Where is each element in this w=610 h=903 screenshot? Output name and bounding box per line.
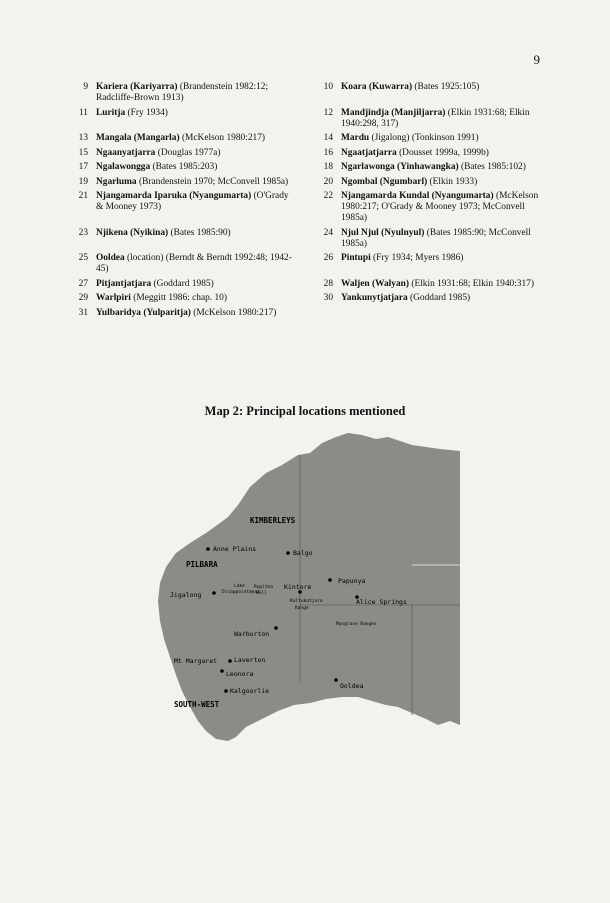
place-dot bbox=[334, 678, 338, 682]
language-group-list bbox=[66, 82, 556, 322]
entry-reference: (McKelson 1980:217; O'Grady & Mooney 1973; McConvell 1985a) bbox=[341, 191, 539, 223]
entry-name: Yankunytjatjara bbox=[341, 293, 408, 303]
entry-reference: (O'Grady & Mooney 1973) bbox=[96, 191, 289, 212]
entry-name: Pintupi bbox=[341, 253, 371, 263]
entry-reference: (Jigalong) (Tonkinson 1991) bbox=[369, 133, 479, 143]
entry-number: 29 bbox=[78, 293, 88, 303]
entry-left bbox=[66, 108, 311, 130]
entry-left bbox=[66, 162, 311, 173]
entry-row bbox=[66, 177, 556, 188]
entry-text bbox=[96, 133, 311, 144]
entry-text bbox=[341, 162, 556, 173]
map-figure bbox=[150, 425, 460, 745]
entry-reference: (Goddard 1985) bbox=[151, 278, 214, 289]
entry-text bbox=[96, 228, 311, 250]
entry-reference: (Brandenstein 1970; McConvell 1985a) bbox=[136, 176, 289, 187]
entry-reference: (Goddard 1985) bbox=[407, 293, 471, 303]
entry-name: Koara (Kuwarra) bbox=[341, 82, 413, 92]
entry-right bbox=[311, 279, 556, 290]
entry-text bbox=[341, 108, 556, 130]
entry-right bbox=[311, 177, 556, 188]
entry-number: 25 bbox=[78, 253, 88, 263]
entry-row bbox=[66, 228, 556, 250]
entry-left bbox=[66, 177, 311, 188]
entry-row bbox=[66, 279, 556, 290]
entry-text bbox=[96, 293, 311, 304]
entry-row bbox=[66, 308, 556, 319]
map-title: Map 2: Principal locations mentioned bbox=[204, 404, 406, 418]
entry-name: Luritja bbox=[96, 107, 126, 118]
entry-reference: (Elkin 1933) bbox=[427, 176, 478, 187]
entry-left bbox=[66, 148, 311, 159]
entry-right bbox=[311, 162, 556, 173]
entry-right bbox=[311, 133, 556, 144]
entry-text bbox=[341, 177, 556, 188]
entry-name: Mardu bbox=[341, 133, 370, 143]
entry-number: 19 bbox=[78, 176, 88, 187]
entry-reference: (Elkin 1931:68; Elkin 1940:317) bbox=[408, 278, 534, 289]
place-dot bbox=[220, 669, 224, 673]
entry-right bbox=[311, 308, 556, 319]
place-dot bbox=[286, 551, 290, 555]
entry-text bbox=[96, 162, 311, 173]
entry-name: Yulbaridya (Yulparitja) bbox=[96, 307, 191, 318]
entry-right bbox=[311, 82, 556, 104]
entry-number: 30 bbox=[323, 293, 333, 303]
entry-name: Ngarluma bbox=[96, 176, 137, 187]
entry-number: 26 bbox=[323, 253, 333, 263]
entry-left bbox=[66, 228, 311, 250]
place-kintore: Kintore bbox=[284, 583, 312, 591]
place-ooldea: Ooldea bbox=[340, 682, 364, 690]
entry-row bbox=[66, 148, 556, 159]
place-anne-plains: Anne Plains bbox=[213, 545, 257, 553]
australia-map bbox=[150, 425, 460, 745]
place-dot bbox=[224, 689, 228, 693]
entry-name: Waljen (Walyan) bbox=[341, 278, 409, 289]
place-alice-springs: Alice Springs bbox=[356, 598, 407, 606]
entry-reference: (Douglas 1977a) bbox=[155, 147, 221, 158]
entry-number: 22 bbox=[323, 191, 333, 201]
entry-name: Ooldea bbox=[96, 253, 125, 263]
entry-text bbox=[341, 228, 556, 250]
entry-number: 21 bbox=[78, 191, 88, 201]
entry-text bbox=[341, 293, 556, 304]
region-kimberleys: KIMBERLEYS bbox=[250, 516, 296, 525]
place-dot bbox=[328, 578, 332, 582]
entry-number: 12 bbox=[323, 107, 333, 118]
entry-reference: (McKelson 1980:217) bbox=[179, 133, 265, 143]
place-jigalong: Jigalong bbox=[170, 591, 202, 599]
entry-right bbox=[311, 293, 556, 304]
place-papunya: Papunya bbox=[338, 577, 366, 585]
place-laverton: Laverton bbox=[234, 656, 266, 664]
entry-text bbox=[96, 108, 311, 130]
entry-text bbox=[341, 133, 556, 144]
entry-left bbox=[66, 133, 311, 144]
place-kalgoorlie: Kalgoorlie bbox=[230, 687, 270, 695]
entry-text bbox=[96, 177, 311, 188]
entry-reference: (Bates 1985:102) bbox=[458, 162, 526, 172]
entry-name: Mandjindja (Manjiljarra) bbox=[341, 107, 446, 118]
entry-text bbox=[341, 191, 556, 224]
entry-row bbox=[66, 191, 556, 224]
place-dot bbox=[212, 591, 216, 595]
entry-name: Kariera (Kariyarra) bbox=[96, 82, 178, 92]
entry-number: 15 bbox=[78, 147, 88, 158]
place-dot bbox=[274, 626, 278, 630]
entry-name: Njangamarda Kundal (Nyangumarta) bbox=[341, 191, 494, 201]
entry-row bbox=[66, 108, 556, 130]
entry-reference: (Bates 1985:90; McConvell 1985a) bbox=[341, 227, 531, 249]
entry-number: 23 bbox=[78, 227, 88, 238]
place-mt-margaret: Mt Margaret bbox=[174, 657, 218, 665]
entry-reference: (Brandenstein 1982:12; Radcliffe-Brown 1913) bbox=[96, 82, 269, 103]
entry-name: Ngaatjatjarra bbox=[341, 147, 397, 158]
entry-number: 10 bbox=[323, 82, 333, 92]
entry-number: 20 bbox=[323, 176, 333, 187]
region-south-west: SOUTH-WEST bbox=[174, 700, 220, 709]
entry-left bbox=[66, 191, 311, 224]
entry-number: 9 bbox=[83, 82, 88, 92]
entry-number: 27 bbox=[78, 278, 88, 289]
entry-row bbox=[66, 82, 556, 104]
entry-text bbox=[341, 148, 556, 159]
entry-text bbox=[341, 279, 556, 290]
entry-name: Ngombal (Ngumbarl) bbox=[341, 176, 428, 187]
entry-reference: (Fry 1934; Myers 1986) bbox=[370, 253, 464, 263]
entry-row bbox=[66, 293, 556, 304]
entry-text bbox=[341, 253, 556, 275]
entry-name: Pitjantjatjara bbox=[96, 278, 152, 289]
entry-number: 13 bbox=[78, 133, 88, 143]
entry-reference: (McKelson 1980:217) bbox=[190, 307, 277, 318]
place-warburton: Warburton bbox=[234, 630, 270, 638]
entry-number: 16 bbox=[323, 147, 333, 158]
entry-number: 31 bbox=[78, 307, 88, 318]
entry-left bbox=[66, 293, 311, 304]
place-well: Well bbox=[256, 591, 267, 596]
entry-name: Njangamarda Iparuka (Nyangumarta) bbox=[96, 191, 252, 201]
entry-reference: (Elkin 1931:68; Elkin 1940:298, 317) bbox=[341, 107, 530, 129]
entry-reference: (Fry 1934) bbox=[125, 107, 168, 118]
place-dot bbox=[228, 659, 232, 663]
entry-name: Njikena (Nyikina) bbox=[96, 227, 169, 238]
entry-row bbox=[66, 133, 556, 144]
entry-name: Ngaanyatjarra bbox=[96, 147, 156, 158]
page-number: 9 bbox=[533, 52, 540, 67]
entry-left bbox=[66, 253, 311, 275]
entry-number: 14 bbox=[323, 133, 333, 143]
entry-name: Mangala (Mangarla) bbox=[96, 133, 180, 143]
entry-reference: (Bates 1985:90) bbox=[168, 227, 231, 238]
entry-name: Njul Njul (Nyulnyul) bbox=[341, 227, 425, 238]
entry-reference: (Meggitt 1986: chap. 10) bbox=[130, 293, 227, 303]
entry-row bbox=[66, 253, 556, 275]
entry-right bbox=[311, 148, 556, 159]
place-lake: Lake bbox=[234, 584, 245, 589]
entry-number: 24 bbox=[323, 227, 333, 238]
entry-text bbox=[96, 279, 311, 290]
place-dot bbox=[206, 547, 210, 551]
entry-text bbox=[96, 82, 311, 104]
place-musgrave-ranges: Musgrave Ranges bbox=[336, 622, 377, 627]
entry-number: 11 bbox=[78, 107, 88, 118]
entry-text bbox=[96, 253, 311, 275]
entry-name: Ngarlawonga (Yinhawangka) bbox=[341, 162, 459, 172]
place-balgo: Balgo bbox=[293, 549, 313, 557]
entry-reference: (Bates 1925:105) bbox=[412, 82, 480, 92]
entry-text bbox=[96, 148, 311, 159]
entry-right bbox=[311, 253, 556, 275]
entry-text bbox=[96, 191, 311, 224]
entry-left bbox=[66, 82, 311, 104]
entry-text bbox=[341, 82, 556, 104]
entry-text bbox=[96, 308, 311, 319]
entry-right bbox=[311, 191, 556, 224]
region-pilbara: PILBARA bbox=[186, 560, 218, 569]
entry-name: Ngalawongga bbox=[96, 162, 151, 172]
entry-reference: (Dousset 1999a, 1999b) bbox=[396, 147, 489, 158]
place-leonora: Leonora bbox=[226, 670, 254, 678]
entry-row bbox=[66, 162, 556, 173]
place-kaltukatjara: Kaltukatjara bbox=[290, 599, 323, 604]
place-canning-stock-route: Ropitea bbox=[254, 585, 273, 590]
place-disappointment: Disappointment bbox=[222, 590, 260, 595]
place-range: Range bbox=[295, 606, 309, 611]
entry-number: 28 bbox=[323, 278, 333, 289]
entry-right bbox=[311, 228, 556, 250]
entry-name: Warlpiri bbox=[96, 293, 131, 303]
entry-number: 17 bbox=[78, 162, 88, 172]
entry-reference: (location) (Berndt & Berndt 1992:48; 1942-45) bbox=[96, 253, 292, 274]
entry-left bbox=[66, 308, 311, 319]
entry-left bbox=[66, 279, 311, 290]
entry-number: 18 bbox=[323, 162, 333, 172]
entry-reference: (Bates 1985:203) bbox=[150, 162, 218, 172]
entry-right bbox=[311, 108, 556, 130]
